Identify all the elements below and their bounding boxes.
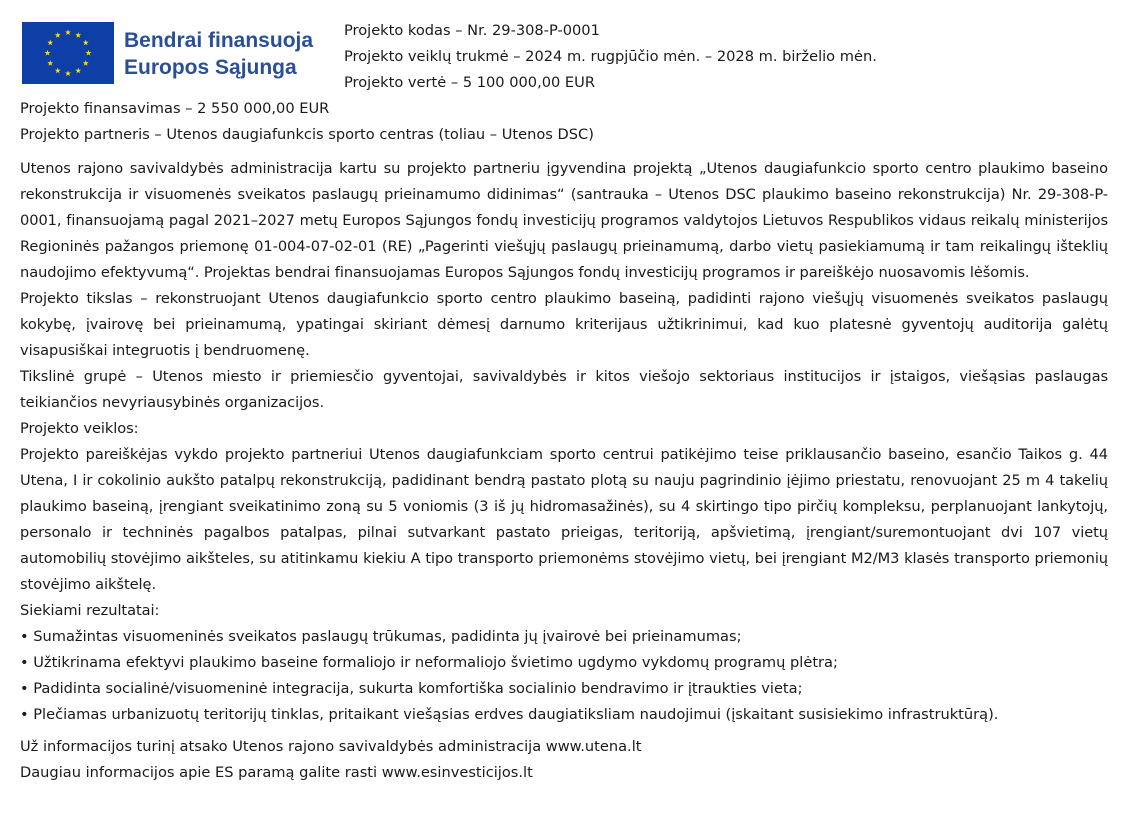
- eu-flag-icon: [22, 22, 114, 84]
- activities-heading: Projekto veiklos:: [20, 420, 139, 437]
- logo-text: [124, 27, 313, 81]
- goal-paragraph: Projekto tikslas – rekonstruojant Utenos daugiafunkcio sporto centro plaukimo baseiną, padidinti rajono viešųjų visuomenės sveikatos paslaugų kokybę, įvairovę bei prieinamumą, ypatingai skiriant dėmesį darnumo kriterijaus užtikrinimui, kad kuo platesnė gyventojų auditorija galėtų visapusiškai integruotis į bendruomenę.: [20, 290, 1108, 359]
- footer: [20, 734, 1108, 786]
- list-item: • Padidinta socialinė/visuomeninė integracija, sukurta komfortiška socialinio bendravimo ir įtraukties vieta;: [20, 680, 803, 697]
- responsible-note: Už informacijos turinį atsako Utenos rajono savivaldybės administracija www.utena.lt: [20, 738, 642, 755]
- project-code: Projekto kodas – Nr. 29-308-P-0001: [344, 22, 600, 39]
- project-financing: Projekto finansavimas – 2 550 000,00 EUR: [20, 100, 330, 117]
- document-page: [20, 18, 1108, 786]
- results-heading: Siekiami rezultatai:: [20, 602, 160, 619]
- activities-paragraph: Projekto pareiškėjas vykdo projekto partneriui Utenos daugiafunkciam sporto centrui patikėjimo teise priklausančio baseino, esančio Taikos g. 44 Utena, I ir cokolinio aukšto patalpų rekonstrukciją, padidinant bendrą pastato plotą su nauju pagrindinio įėjimo priestatu, renovuojant 25 m 4 takelių plaukimo baseiną, įrengiant sveikatinimo zoną su 5 voniomis (3 iš jų hidromasažinės), su 4 skirtingo tipo pirčių kompleksu, perplanuojant lankytojų, personalo ir techninės pagalbos patalpas, pilnai sutvarkant pastato prieigas, teritoriją, apšvietimą, įrengiant/suremontuojant dvi 107 vietų automobilių stovėjimo aikšteles, su atitinkamu kiekiu A tipo transporto priemonėms stovėjimo vietų, bei įrengiant M2/M3 klasės transporto priemonių stovėjimo aikštelę.: [20, 446, 1108, 593]
- list-item: • Užtikrinama efektyvi plaukimo baseine formaliojo ir neformaliojo švietimo ugdymo vykdomų programų plėtra;: [20, 654, 838, 671]
- target-group-paragraph: Tikslinė grupė – Utenos miesto ir priemiesčio gyventojai, savivaldybės ir kitos viešojo sektoriaus institucijos ir įstaigos, viešąsias paslaugas teikiančios nevyriausybinės organizacijos.: [20, 368, 1108, 411]
- project-duration: Projekto veiklų trukmė – 2024 m. rugpjūčio mėn. – 2028 m. birželio mėn.: [344, 48, 877, 65]
- financing-block: [20, 96, 1108, 148]
- list-item: • Plečiamas urbanizuotų teritorijų tinklas, pritaikant viešąsias erdves daugiatiksliam naudojimui (įskaitant susisiekimo infrastruktūrą).: [20, 706, 999, 723]
- project-info: [344, 18, 877, 96]
- eu-cofunded-logo: [22, 20, 322, 86]
- logo-text-line-2: Europos Sąjunga: [124, 56, 297, 79]
- header: [20, 18, 1108, 96]
- project-value: Projekto vertė – 5 100 000,00 EUR: [344, 74, 595, 91]
- project-partner: Projekto partneris – Utenos daugiafunkcis sporto centras (toliau – Utenos DSC): [20, 126, 594, 143]
- list-item: • Sumažintas visuomeninės sveikatos paslaugų trūkumas, padidinta jų įvairovė bei prieinamumas;: [20, 628, 742, 645]
- results-list: [20, 624, 1108, 728]
- intro-paragraph: Utenos rajono savivaldybės administracija kartu su projekto partneriu įgyvendina projektą „Utenos daugiafunkcio sporto centro plaukimo baseino rekonstrukcija ir visuomenės sveikatos paslaugų prieinamumo didinimas“ (santrauka – Utenos DSC plaukimo baseino rekonstrukcija) Nr. 29-308-P-0001, finansuojamą pagal 2021–2027 metų Europos Sąjungos fondų investicijų programos valdytojos Lietuvos Respublikos vidaus reikalų ministerijos Regioninės pažangos priemonę 01-004-07-02-01 (RE) „Pagerinti viešųjų paslaugų prieinamumą, darbo vietų pasiekiamumą ir tam reikalingų išteklių naudojimo efektyvumą“. Projektas bendrai finansuojamas Europos Sąjungos fondų investicijų programos ir pareiškėjo nuosavomis lėšomis.: [20, 160, 1108, 281]
- logo-text-line-1: Bendrai finansuoja: [124, 29, 314, 52]
- more-info-note: Daugiau informacijos apie ES paramą galite rasti www.esinvesticijos.lt: [20, 764, 533, 781]
- spacer: [20, 148, 1108, 156]
